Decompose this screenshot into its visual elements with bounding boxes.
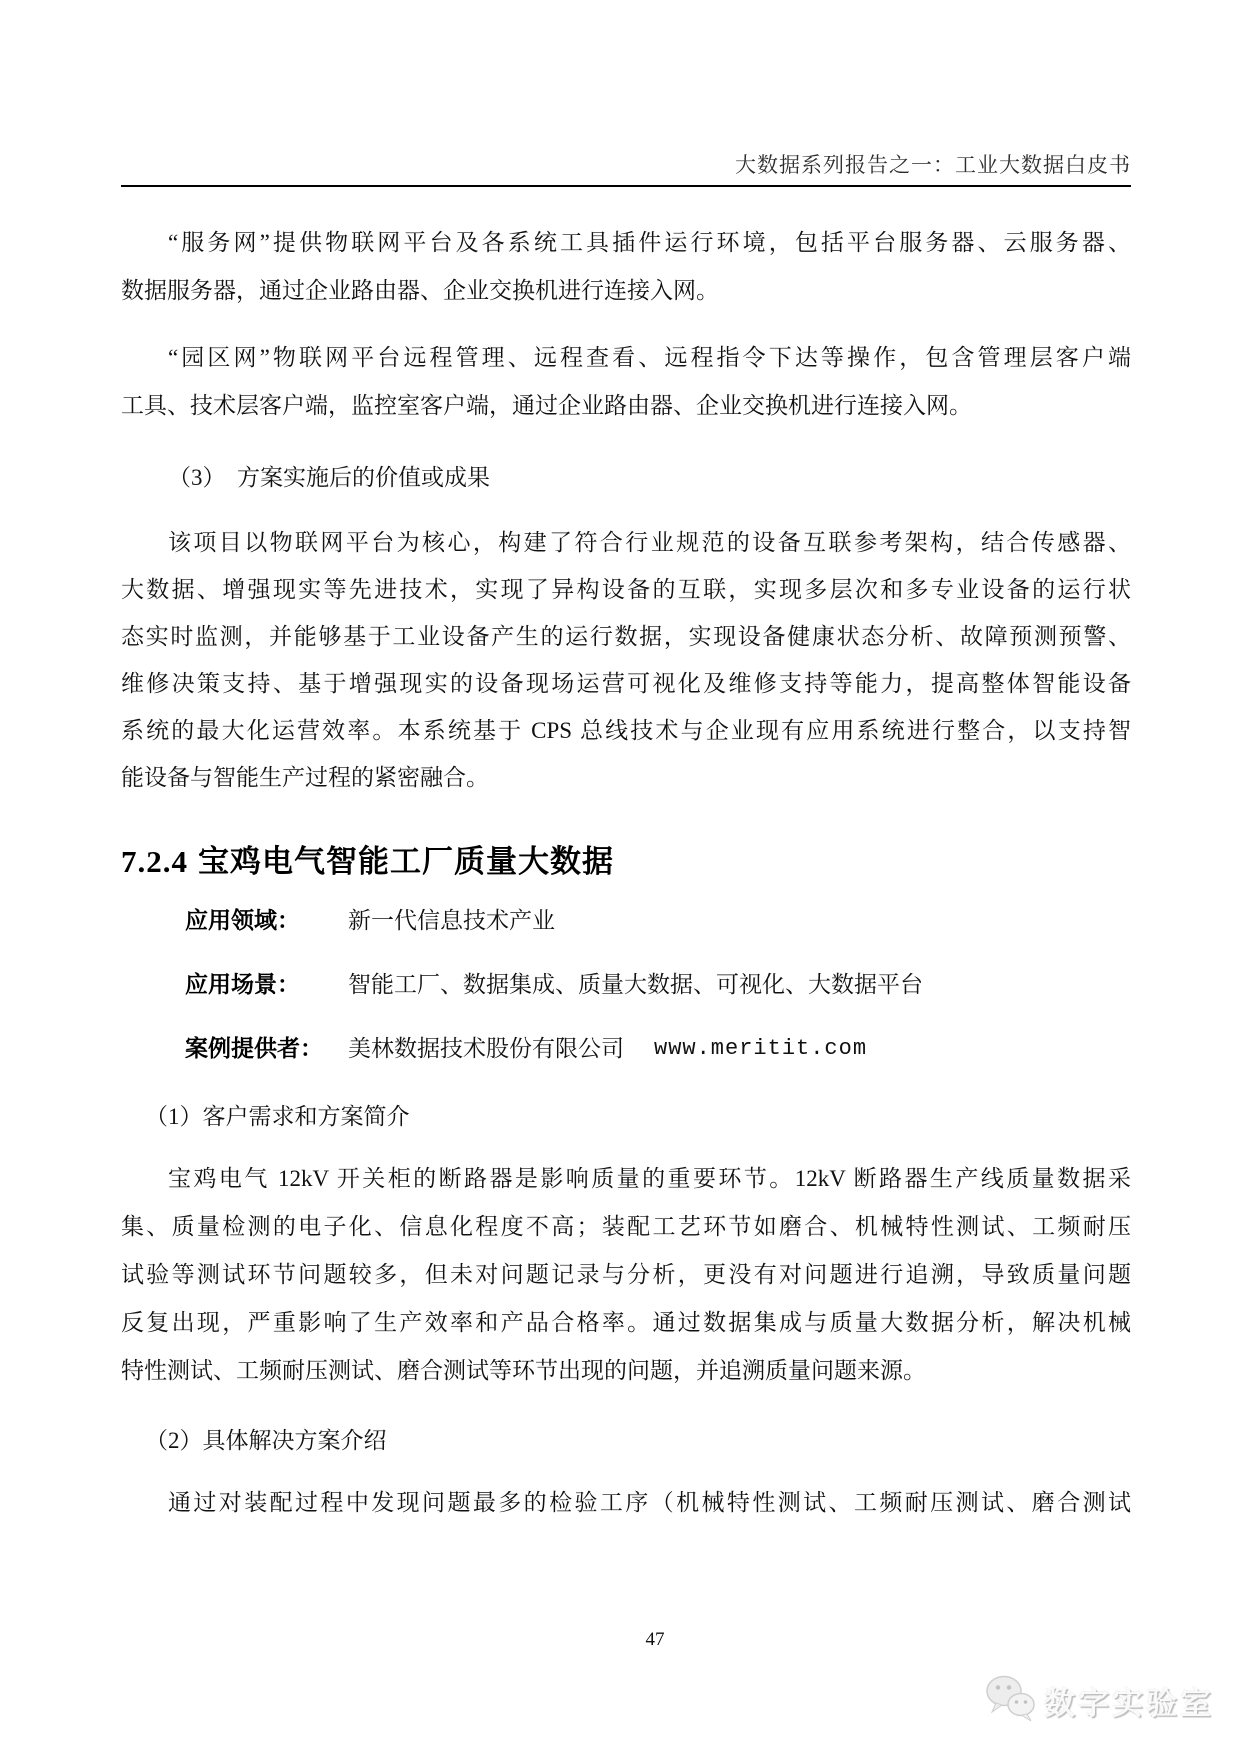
paragraph-customer-needs <box>121 1155 1131 1395</box>
paragraph-service-net <box>121 219 1131 315</box>
text-line: “园区网”物联网平台远程管理、远程查看、远程指令下达等操作，包含管理层客户端 <box>168 345 1131 370</box>
subheading-item-3: （3） 方案实施后的价值或成果 <box>168 465 490 490</box>
field-application-scenario <box>121 961 1131 1009</box>
text-line: 工具、技术层客户端，监控室客户端，通过企业路由器、企业交换机进行连接入网。 <box>121 393 972 418</box>
field-value: 美林数据技术股份有限公司 <box>348 1036 624 1061</box>
text-line: 反复出现，严重影响了生产效率和产品合格率。通过数据集成与质量大数据分析，解决机械 <box>121 1310 1131 1335</box>
subheading-item-1: （1）客户需求和方案简介 <box>145 1104 410 1129</box>
paragraph-solution-intro <box>121 1479 1131 1527</box>
page-number: 47 <box>645 1629 665 1650</box>
section-number: 7.2.4 <box>121 844 188 879</box>
text-line: 通过对装配过程中发现问题最多的检验工序（机械特性测试、工频耐压测试、磨合测试 <box>168 1490 1131 1515</box>
paragraph-park-net <box>121 334 1131 430</box>
text-line: “服务网”提供物联网平台及各系统工具插件运行环境，包括平台服务器、云服务器、 <box>168 230 1131 255</box>
watermark <box>984 1674 1214 1727</box>
field-label: 应用场景： <box>185 972 300 997</box>
text-line: 数据服务器，通过企业路由器、企业交换机进行连接入网。 <box>121 278 719 303</box>
field-value: 新一代信息技术产业 <box>348 908 555 933</box>
field-label: 应用领域： <box>185 908 300 933</box>
text-line: 系统的最大化运营效率。本系统基于 CPS 总线技术与企业现有应用系统进行整合，以支持智 <box>121 718 1131 743</box>
field-case-provider <box>121 1025 1131 1073</box>
watermark-text: 数字实验室 <box>1044 1686 1214 1721</box>
text-line: 试验等测试环节问题较多，但未对问题记录与分析，更没有对问题进行追溯，导致质量问题 <box>121 1262 1131 1287</box>
subheading-item-2: （2）具体解决方案介绍 <box>145 1428 387 1453</box>
provider-website: www.meritit.com <box>654 1036 868 1061</box>
field-label: 案例提供者： <box>185 1036 323 1061</box>
text-line: 集、质量检测的电子化、信息化程度不高；装配工艺环节如磨合、机械特性测试、工频耐压 <box>121 1214 1131 1239</box>
text-line: 该项目以物联网平台为核心，构建了符合行业规范的设备互联参考架构，结合传感器、 <box>168 530 1131 555</box>
running-header: 大数据系列报告之一：工业大数据白皮书 <box>735 153 1131 177</box>
section-title: 宝鸡电气智能工厂质量大数据 <box>198 844 614 879</box>
field-value: 智能工厂、数据集成、质量大数据、可视化、大数据平台 <box>348 972 923 997</box>
text-line: 宝鸡电气 12kV 开关柜的断路器是影响质量的重要环节。12kV 断路器生产线质量数据采 <box>168 1166 1131 1191</box>
section-heading-724 <box>121 842 1131 882</box>
text-line: 大数据、增强现实等先进技术，实现了异构设备的互联，实现多层次和多专业设备的运行状 <box>121 577 1131 602</box>
paragraph-project-value <box>121 519 1131 801</box>
field-application-domain <box>121 897 1131 945</box>
text-line: 能设备与智能生产过程的紧密融合。 <box>121 765 489 790</box>
wechat-icon <box>984 1674 1036 1727</box>
page-content <box>121 0 1131 1527</box>
text-line: 态实时监测，并能够基于工业设备产生的运行数据，实现设备健康状态分析、故障预测预警、 <box>121 624 1131 649</box>
text-line: 维修决策支持、基于增强现实的设备现场运营可视化及维修支持等能力，提高整体智能设备 <box>121 671 1131 696</box>
text-line: 特性测试、工频耐压测试、磨合测试等环节出现的问题，并追溯质量问题来源。 <box>121 1358 926 1383</box>
